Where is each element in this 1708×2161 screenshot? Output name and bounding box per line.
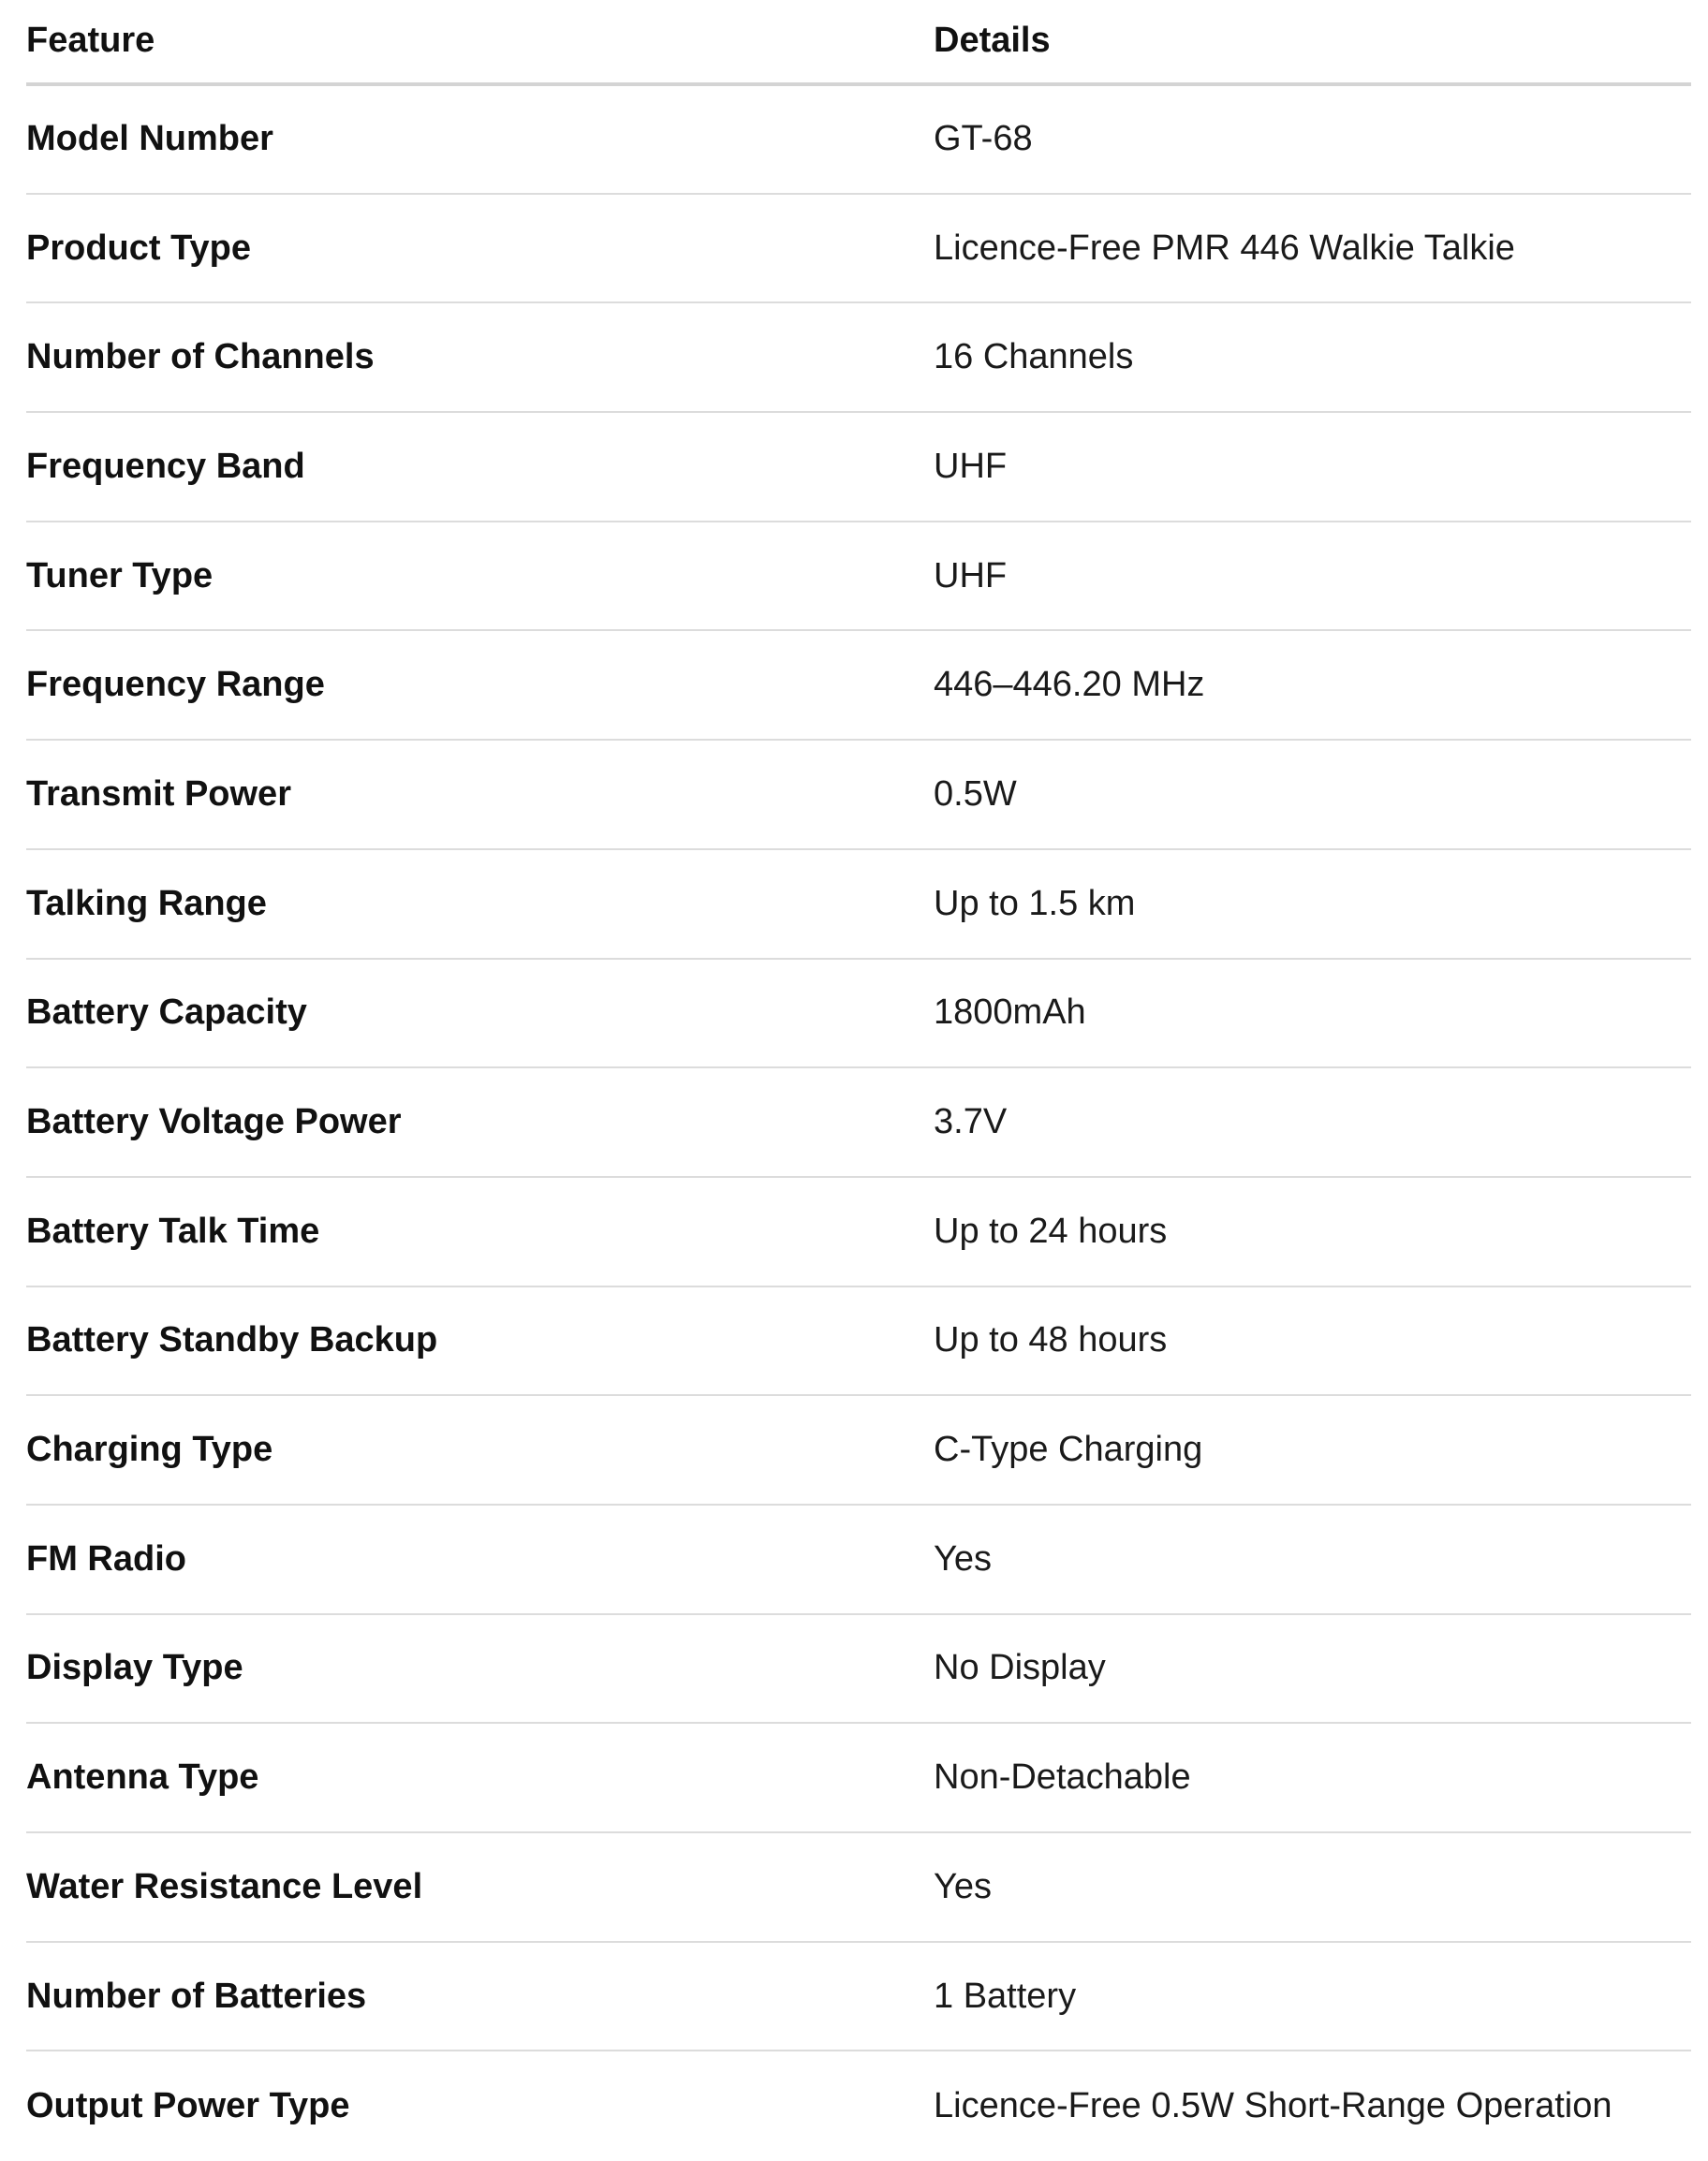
details-cell: 1 Battery (934, 1942, 1691, 2051)
table-header-row (26, 0, 1691, 84)
feature-cell: Number of Batteries (26, 1942, 934, 2051)
feature-cell: Battery Voltage Power (26, 1067, 934, 1177)
table-row (26, 630, 1691, 740)
table-row (26, 302, 1691, 412)
details-cell: 1800mAh (934, 959, 1691, 1068)
feature-cell: Battery Standby Backup (26, 1286, 934, 1396)
feature-cell: Talking Range (26, 849, 934, 959)
table-row (26, 1614, 1691, 1724)
feature-cell: Tuner Type (26, 522, 934, 631)
feature-cell: Water Resistance Level (26, 1832, 934, 1942)
details-cell: Up to 1.5 km (934, 849, 1691, 959)
table-row (26, 522, 1691, 631)
feature-cell: Output Power Type (26, 2085, 350, 2125)
details-cell: C-Type Charging (934, 1395, 1691, 1505)
feature-cell: Battery Talk Time (26, 1177, 934, 1286)
feature-cell: Number of Channels (26, 302, 934, 412)
feature-column-header: Feature (26, 0, 934, 84)
table-row (26, 1067, 1691, 1177)
details-cell: Licence-Free 0.5W Short-Range Operation (934, 2085, 1612, 2125)
details-cell: No Display (934, 1614, 1691, 1724)
details-cell: 16 Channels (934, 302, 1691, 412)
feature-cell: FM Radio (26, 1505, 934, 1614)
details-cell: UHF (934, 522, 1691, 631)
spec-table (26, 0, 1691, 2160)
table-row (26, 959, 1691, 1068)
table-row (26, 1395, 1691, 1505)
details-cell: Licence-Free PMR 446 Walkie Talkie (934, 194, 1691, 303)
feature-cell: Transmit Power (26, 740, 934, 849)
table-body (26, 84, 1691, 2160)
details-cell: Yes (934, 1505, 1691, 1614)
table-row (26, 849, 1691, 959)
table-row (26, 740, 1691, 849)
table-row (26, 1723, 1691, 1832)
details-cell: 0.5W (934, 740, 1691, 849)
feature-cell: Frequency Range (26, 630, 934, 740)
table-row (26, 84, 1691, 194)
feature-cell: Frequency Band (26, 412, 934, 522)
details-cell: Non-Detachable (934, 1723, 1691, 1832)
details-column-header: Details (934, 0, 1691, 84)
table-row (26, 1177, 1691, 1286)
table-row (26, 1942, 1691, 2051)
details-cell: UHF (934, 412, 1691, 522)
details-cell: Yes (934, 1832, 1691, 1942)
feature-cell: Antenna Type (26, 1723, 934, 1832)
table-row (26, 1286, 1691, 1396)
table-row (26, 1832, 1691, 1942)
table-header (26, 0, 1691, 84)
table-row (26, 2051, 1691, 2160)
details-cell: 3.7V (934, 1067, 1691, 1177)
feature-cell: Model Number (26, 84, 934, 194)
feature-cell: Display Type (26, 1614, 934, 1724)
feature-cell: Product Type (26, 194, 934, 303)
details-cell: Up to 48 hours (934, 1286, 1691, 1396)
spec-table-container (26, 0, 1691, 2160)
table-row (26, 1505, 1691, 1614)
table-row (26, 194, 1691, 303)
details-cell: 446–446.20 MHz (934, 630, 1691, 740)
feature-cell: Battery Capacity (26, 959, 934, 1068)
details-cell: GT-68 (934, 84, 1691, 194)
table-row (26, 412, 1691, 522)
details-cell: Up to 24 hours (934, 1177, 1691, 1286)
feature-cell: Charging Type (26, 1395, 934, 1505)
